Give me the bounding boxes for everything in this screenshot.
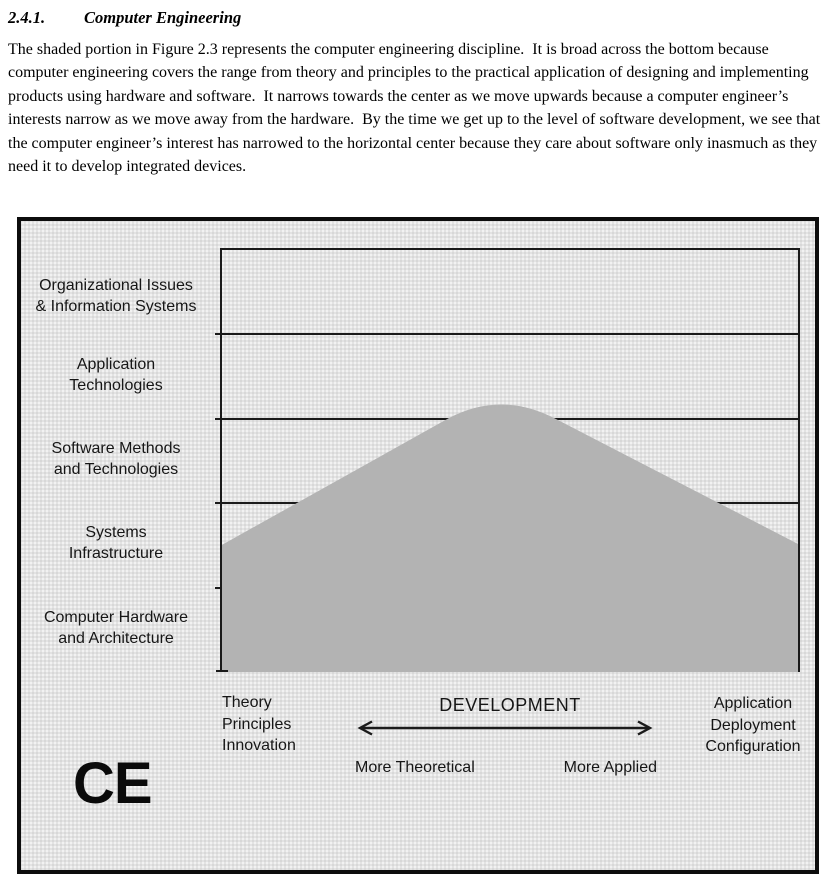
band-label-application-technologies: [27, 354, 205, 396]
axis-title: DEVELOPMENT: [439, 695, 581, 715]
axis-left-pole-line: Innovation: [222, 737, 296, 754]
axis-right-pole-line: Application: [713, 695, 793, 712]
axis-extremes-row: [355, 759, 657, 777]
band-label-line: Technologies: [69, 377, 163, 394]
plot-right-border: [798, 248, 800, 672]
double-arrow-icon: [355, 718, 655, 738]
band-label-organizational-issues: [27, 275, 205, 317]
plot-area: [220, 248, 800, 672]
axis-right-pole-line: Configuration: [705, 738, 801, 755]
band-label-line: and Architecture: [58, 630, 174, 647]
ce-discipline-shade: [220, 248, 800, 672]
more-applied-label: More Applied: [563, 759, 657, 776]
band-label-computer-hardware: [27, 607, 205, 649]
discipline-abbreviation: CE: [73, 751, 152, 816]
band-label-line: Software Methods: [51, 440, 181, 457]
axis-right-pole-label: [673, 693, 826, 758]
section-title: Computer Engineering: [84, 8, 242, 27]
plot-top-border: [220, 248, 800, 250]
body-paragraph: The shaded portion in Figure 2.3 represents the computer engineering discipline. It is broad across the bottom because computer engineering covers the range from theory and principles to the practical application of designing and implementing products using hardware and software. It narrows towards the center as we move upwards because a computer engineer’s interests narrow as we move away from the hardware. By the time we get up to the level of software development, we see that the computer engineer’s interest has narrowed to the horizontal center because they care about software only inasmuch as they need it to develop integrated devices.: [8, 41, 825, 176]
axis-left-pole-line: Theory: [222, 694, 272, 711]
band-label-line: Computer Hardware: [43, 609, 189, 626]
section-number: 2.4.1.: [8, 8, 46, 27]
more-theoretical-label: More Theoretical: [355, 759, 475, 776]
axis-right-pole-line: Deployment: [710, 716, 796, 734]
figure-computer-engineering: [17, 217, 819, 874]
y-axis-line: [220, 248, 222, 672]
axis-left-pole-line: Principles: [222, 715, 292, 733]
band-label-line: and Technologies: [53, 461, 179, 478]
section-heading: [8, 8, 241, 28]
band-label-software-methods: [27, 438, 205, 480]
band-label-systems-infrastructure: [27, 522, 205, 564]
x-axis-bottom-tick: [216, 670, 228, 672]
axis-left-pole-label: [222, 692, 296, 757]
band-label-line: & Information Systems: [35, 298, 197, 315]
band-label-line: Infrastructure: [68, 545, 164, 562]
band-label-line: Organizational Issues: [39, 277, 193, 294]
band-label-line: Systems: [85, 524, 147, 541]
band-label-line: Application: [76, 356, 156, 373]
